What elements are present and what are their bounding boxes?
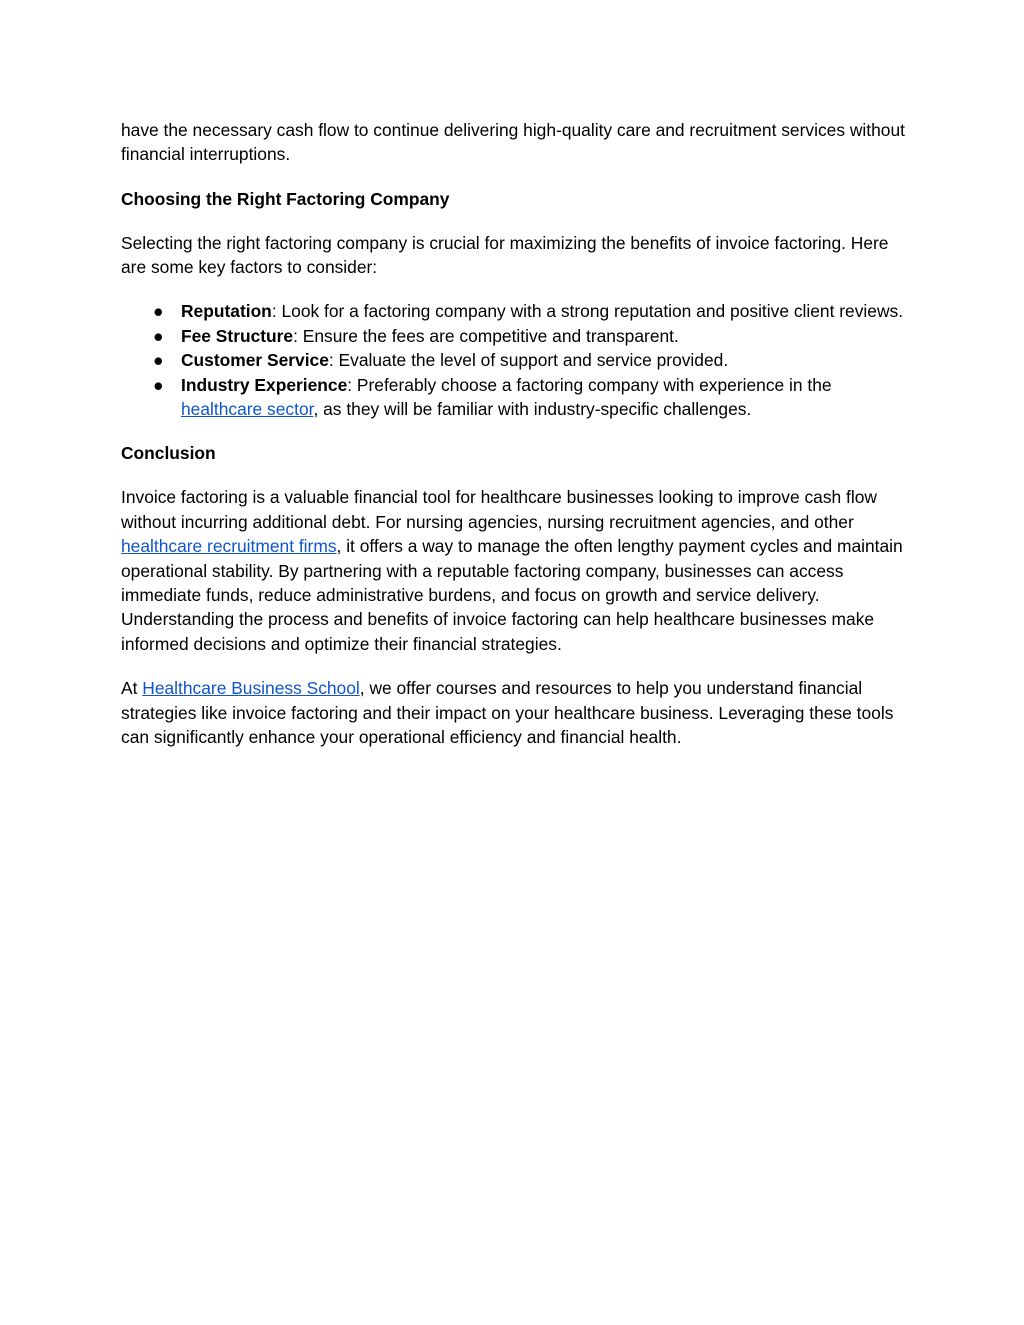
link-healthcare-business-school[interactable]: Healthcare Business School: [142, 678, 360, 699]
conclusion-p2-text-after: , we offer courses and resources to help you understand financial strategies like invoice factoring and their impact on your healthcare business. Leveraging these tools can significantly enhance your operational efficiency and financial health.: [121, 678, 894, 747]
term-customer-service: Customer Service: [181, 350, 329, 371]
list-item-fee-structure: [121, 324, 911, 348]
list-item-industry-experience: [121, 373, 911, 422]
text-industry-experience-after: , as they will be familiar with industry-specific challenges.: [313, 399, 752, 420]
bullet-icon: ●: [153, 301, 164, 322]
term-reputation: Reputation: [181, 301, 272, 322]
text-reputation: : Look for a factoring company with a strong reputation and positive client reviews.: [271, 301, 904, 322]
text-industry-experience-before: : Preferably choose a factoring company with experience in the: [347, 374, 832, 395]
choosing-paragraph: Selecting the right factoring company is crucial for maximizing the benefits of invoice factoring. Here are some key factors to consider:: [121, 232, 889, 278]
list-item-reputation: [121, 299, 911, 323]
document-page: [121, 118, 911, 769]
term-industry-experience: Industry Experience: [181, 374, 348, 395]
link-healthcare-sector[interactable]: healthcare sector: [181, 399, 314, 420]
conclusion-paragraph-1: [121, 485, 911, 656]
bullet-icon: ●: [153, 325, 164, 346]
conclusion-paragraph-2: [121, 676, 911, 749]
bullet-icon: ●: [153, 350, 164, 371]
term-fee-structure: Fee Structure: [181, 325, 294, 346]
conclusion-p1-text-after: , it offers a way to manage the often lengthy payment cycles and maintain operational stability. By partnering with a reputable factoring company, businesses can access immediate funds, reduce administrative burdens, and focus on growth and service delivery. Understanding the process and benefits of invoice factoring can help healthcare businesses make informed decisions and optimize their financial strategies.: [121, 536, 903, 654]
text-fee-structure: : Ensure the fees are competitive and transparent.: [293, 325, 679, 346]
bullet-icon: ●: [153, 374, 164, 395]
link-healthcare-recruitment-firms[interactable]: healthcare recruitment firms: [121, 536, 337, 557]
heading-conclusion: Conclusion: [121, 443, 216, 464]
heading-choosing-factoring-company: Choosing the Right Factoring Company: [121, 188, 450, 209]
conclusion-p1-text-before: Invoice factoring is a valuable financial tool for healthcare businesses looking to improve cash flow without incurring additional debt. For nursing agencies, nursing recruitment agencies, and other: [121, 487, 877, 532]
intro-paragraph: have the necessary cash flow to continue delivering high-quality care and recruitment services without financial interruptions.: [121, 120, 905, 165]
text-customer-service: : Evaluate the level of support and service provided.: [328, 350, 729, 371]
conclusion-p2-text-before: At: [121, 678, 143, 699]
factors-list: [121, 299, 911, 421]
list-item-customer-service: [121, 348, 911, 372]
